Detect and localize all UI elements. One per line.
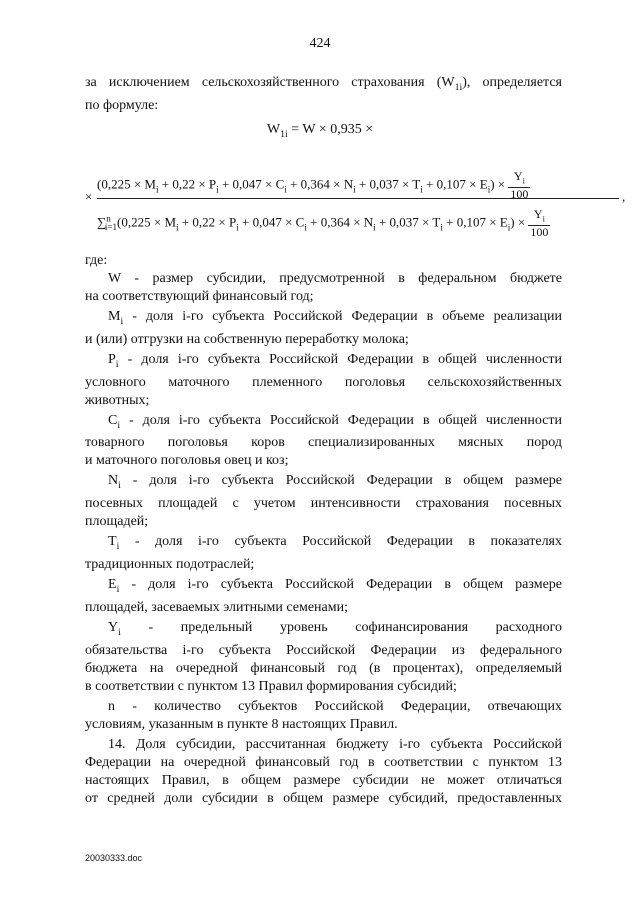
denominator-y-fraction: $\frac{Y_i}{100}$ [530, 207, 549, 240]
definitions-list [85, 270, 562, 808]
intro-line-1: за исключением сельскохозяйственного страхования $(W_{1i})$, определяется [85, 75, 562, 93]
intro-paragraph [85, 74, 562, 115]
definition-n-sub: $N_i$ - доля i-го субъекта Российской Федерации в общем размере посевных площадей с учетом интенсивности страхования посевных площадей; [85, 473, 562, 530]
definition-y: $Y_i$ - предельный уровень софинансирования расходного обязательства i-го субъекта Российской Федерации из федерального бюджета на очередной финансовый год (в процентах), определяемый в соответствии с пунктом 13 Правил формирования субсидий; [85, 619, 562, 694]
numerator-y-fraction: $\frac{Y_i}{100}$ [510, 169, 529, 202]
page-number: 424 [309, 36, 331, 51]
definition-n-count: n - количество субъектов Российской Федерации, отвечающих условиям, указанным в пункте 8 настоящих Правил. [85, 698, 562, 732]
formula-numerator: $(0,225 \times M_i + 0,22 \times P_i + 0,047 \times C_i + 0,364 \times N_i + 0,037 \times T_i + 0,107 \times E_i)$ × $\frac{Y_i}{100}$ [97, 169, 529, 202]
intro-line-2: по формуле: [85, 97, 159, 113]
where-label: где: [85, 253, 108, 268]
footer-file-code: 20030333.doc [85, 853, 143, 863]
paragraph-14: 14. Доля субсидии, рассчитанная бюджету i-го субъекта Российской Федерации на очередной финансовый год в соответствии с пунктом 13 настоящих Правил, в общем размере субсидии не может отличаться от средней доли субсидии в общем размере субсидий, предоставленных [85, 736, 562, 806]
definition-c: $C_i$ - доля i-го субъекта Российской Федерации в общей численности товарного поголовья коров специализированных мясных пород и маточного поголовья овец и коз; [85, 412, 562, 469]
formula-comma: , [622, 189, 626, 204]
definition-t: $T_i$ - доля i-го субъекта Российской Федерации в показателях традиционных подотраслей; [85, 534, 562, 572]
formula-lhs: $W_{1i} = W \times 0,935$ × [266, 122, 374, 140]
fraction-bar [97, 198, 619, 199]
formula-fraction [85, 160, 626, 240]
formula-denominator: $\sum^n_{i=1}(0,225 \times M_i + 0,22 \times P_i + 0,047 \times C_i + 0,364 \times N_i + 0,037 \times T_i + 0,107 \times E_i)$ × $\frac{Y_i}{100}$ [97, 207, 549, 240]
definition-p: $P_i$ - доля i-го субъекта Российской Федерации в общей численности условного маточного племенного поголовья сельскохозяйственных животных; [85, 351, 562, 408]
formula-times-prefix: × [85, 189, 93, 204]
definition-w: W - размер субсидии, предусмотренной в федеральном бюджете на соответствующий финансовый год; [85, 271, 562, 304]
definition-e: $E_i$ - доля i-го субъекта Российской Федерации в общем размере площадей, засеваемых элитными семенами; [85, 576, 562, 615]
definition-m: $M_i$ - доля i-го субъекта Российской Федерации в объеме реализации и (или) отгрузки на собственную переработку молока; [85, 309, 562, 347]
